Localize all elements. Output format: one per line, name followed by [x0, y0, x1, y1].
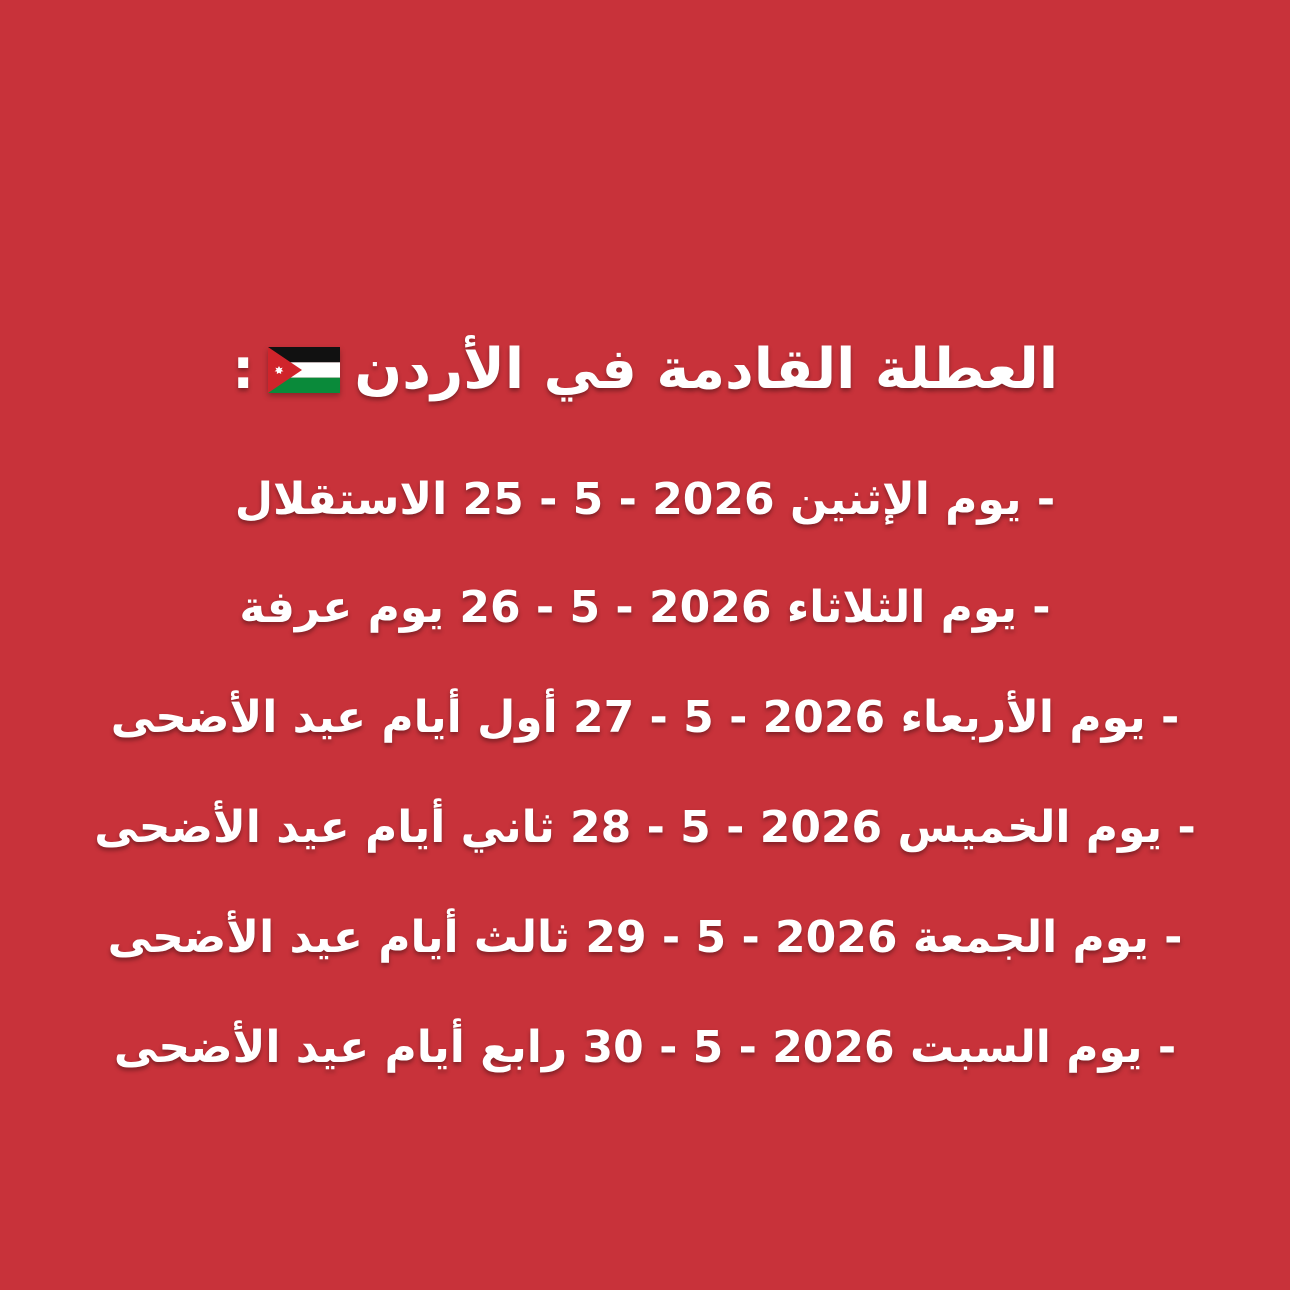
page-title — [0, 328, 1290, 412]
holiday-line-2: - يوم الثلاثاء 2026 - 5 - 26 يوم عرفة — [239, 582, 1051, 633]
holiday-line-4: - يوم الخميس 2026 - 5 - 28 ثاني أيام عيد الأضحى — [94, 802, 1196, 853]
jordan-flag-icon — [268, 347, 340, 393]
title-text: العطلة القادمة في الأردن — [354, 337, 1059, 402]
holiday-line-3: - يوم الأربعاء 2026 - 5 - 27 أول أيام عيد الأضحى — [110, 692, 1180, 743]
holiday-line-1: - يوم الإثنين 2026 - 5 - 25 الاستقلال — [234, 474, 1056, 525]
holiday-line-6: - يوم السبت 2026 - 5 - 30 رابع أيام عيد الأضحى — [113, 1022, 1177, 1073]
title-colon: : — [232, 337, 255, 402]
holiday-line-5: - يوم الجمعة 2026 - 5 - 29 ثالث أيام عيد الأضحى — [107, 912, 1183, 963]
